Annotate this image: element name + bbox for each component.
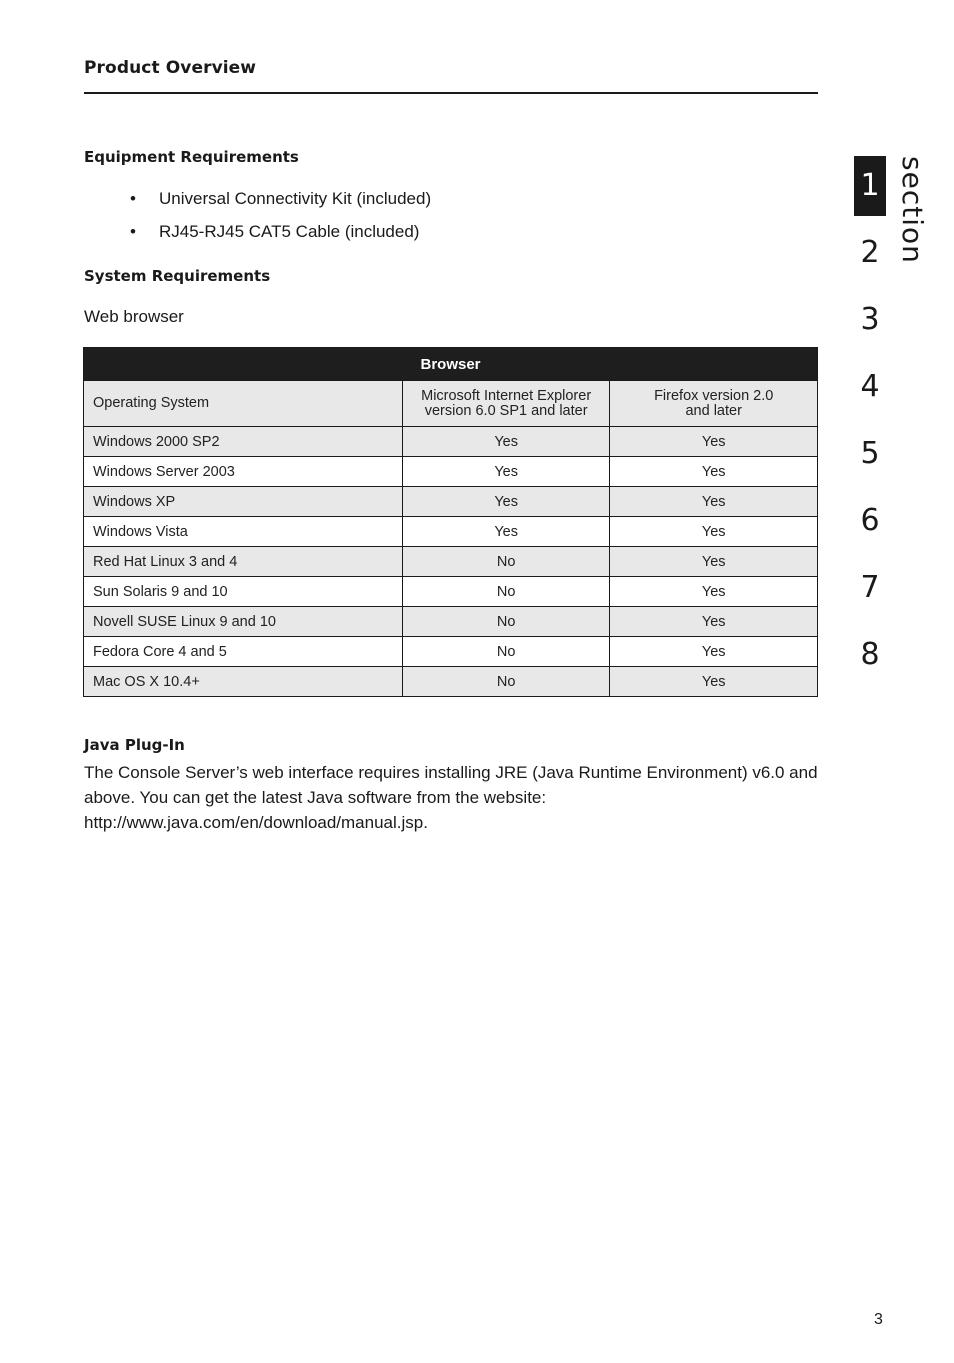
column-header-firefox: Firefox version 2.0 and later	[610, 381, 818, 427]
java-heading: Java Plug-In	[84, 736, 185, 754]
section-number-8: 8	[860, 637, 880, 672]
page-header-title: Product Overview	[84, 58, 257, 78]
table-row: Windows Vista Yes Yes	[84, 517, 818, 547]
section-number-2: 2	[860, 235, 880, 270]
table-top-header: Browser	[84, 348, 818, 381]
column-header-ie: Microsoft Internet Explorer version 6.0 SP1 and later	[402, 381, 610, 427]
section-number-5: 5	[860, 436, 880, 471]
section-number-3: 3	[860, 302, 880, 337]
list-item: • RJ45-RJ45 CAT5 Cable (included)	[130, 219, 431, 252]
table-row: Red Hat Linux 3 and 4 No Yes	[84, 547, 818, 577]
java-paragraph: The Console Server’s web interface requires installing JRE (Java Runtime Environment) v6.0 and above. You can get the latest Java software from the website: http://www.java.com/en/download/manual.jsp.	[84, 763, 818, 832]
header-divider	[84, 92, 818, 94]
bullet-icon: •	[130, 222, 136, 241]
section-label: section	[896, 156, 929, 264]
section-number-4: 4	[860, 369, 880, 404]
list-item: • Universal Connectivity Kit (included)	[130, 186, 431, 219]
table-row: Mac OS X 10.4+ No Yes	[84, 667, 818, 697]
bullet-icon: •	[130, 189, 136, 208]
page-number: 3	[874, 1311, 883, 1328]
table-row: Windows Server 2003 Yes Yes	[84, 457, 818, 487]
system-heading: System Requirements	[84, 267, 271, 285]
system-intro: Web browser	[84, 307, 184, 326]
equipment-heading: Equipment Requirements	[84, 148, 299, 166]
table-row: Novell SUSE Linux 9 and 10 No Yes	[84, 607, 818, 637]
section-number-6: 6	[860, 503, 880, 538]
table-row: Sun Solaris 9 and 10 No Yes	[84, 577, 818, 607]
table-row: Fedora Core 4 and 5 No Yes	[84, 637, 818, 667]
equipment-list	[130, 186, 431, 252]
table-row: Windows XP Yes Yes	[84, 487, 818, 517]
browser-compat-table	[83, 347, 818, 697]
column-header-os: Operating System	[84, 381, 403, 427]
section-number-1: 1	[854, 156, 886, 216]
section-number-7: 7	[860, 570, 880, 605]
table-row: Windows 2000 SP2 Yes Yes	[84, 427, 818, 457]
